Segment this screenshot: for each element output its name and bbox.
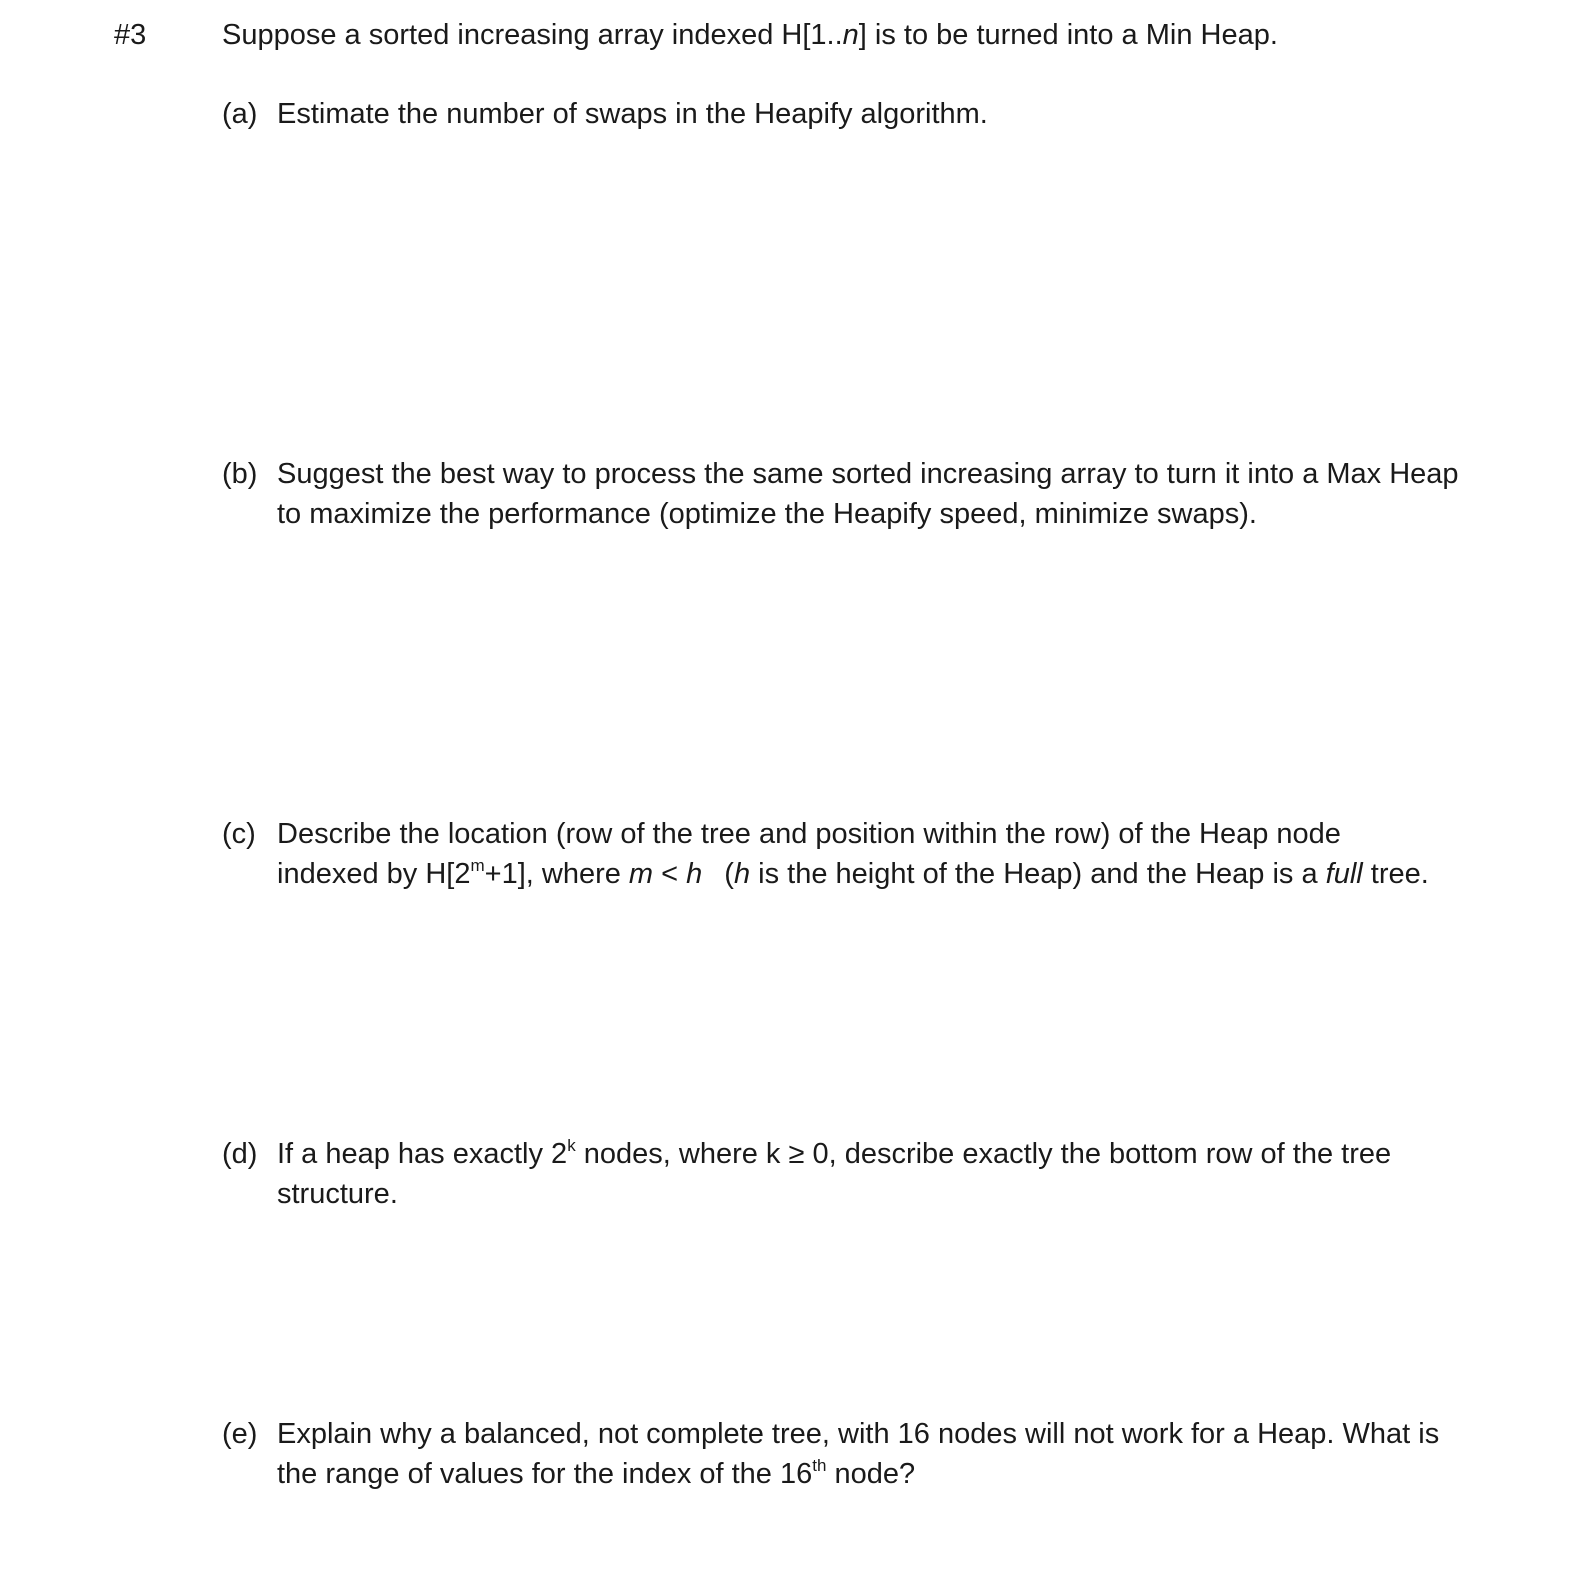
part-c-line-2	[277, 854, 1522, 894]
part-c-var-m: m	[628, 858, 654, 890]
question-number: #3	[114, 19, 147, 51]
part-e-ordinal-th: th	[812, 1456, 827, 1475]
part-c-label: (c)	[222, 818, 256, 850]
stem-text-end: ] is to be turned into a Min Heap.	[858, 19, 1278, 51]
part-c-var-h: h	[686, 858, 703, 890]
part-d-text-heap: If a heap has exactly 2	[277, 1138, 568, 1170]
part-c-text-tree: tree.	[1362, 858, 1429, 890]
part-c	[222, 814, 1522, 894]
part-c-text-height: is the height of the Heap) and the Heap is a	[750, 858, 1326, 890]
part-c-paren-open: (	[724, 858, 734, 890]
part-c-exponent-m: m	[470, 856, 485, 875]
part-a	[222, 94, 1522, 134]
part-d-label: (d)	[222, 1138, 258, 1170]
part-d-line-1	[277, 1134, 1522, 1174]
part-c-text-where: +1], where	[484, 858, 629, 890]
part-c-less-than: <	[653, 858, 687, 890]
part-e-line-2	[277, 1454, 1522, 1494]
part-e-text-node: node?	[826, 1458, 916, 1490]
part-b-line-2: to maximize the performance (optimize the Heapify speed, minimize swaps).	[277, 498, 1257, 530]
question-stem	[222, 15, 1278, 55]
part-e-line-1: Explain why a balanced, not complete tree, with 16 nodes will not work for a Heap. What is	[277, 1418, 1440, 1450]
stem-text-start: Suppose a sorted increasing array indexed H[1..	[222, 19, 843, 51]
part-d-exponent-k: k	[567, 1136, 576, 1155]
part-d	[222, 1134, 1522, 1214]
part-a-text: Estimate the number of swaps in the Heapify algorithm.	[277, 98, 988, 130]
part-e-text-range: the range of values for the index of the 16	[277, 1458, 813, 1490]
part-e	[222, 1414, 1522, 1494]
part-b	[222, 454, 1522, 534]
part-a-label: (a)	[222, 98, 258, 130]
part-c-text-indexed: indexed by H[2	[277, 858, 471, 890]
part-b-label: (b)	[222, 458, 258, 490]
part-c-word-full: full	[1325, 858, 1363, 890]
part-b-line-1: Suggest the best way to process the same sorted increasing array to turn it into a Max Heap	[277, 458, 1459, 490]
part-d-line-2: structure.	[277, 1178, 398, 1210]
part-d-text-nodes: nodes, where k ≥ 0, describe exactly the bottom row of the tree	[575, 1138, 1392, 1170]
part-e-label: (e)	[222, 1418, 258, 1450]
part-c-var-h-2: h	[733, 858, 751, 890]
part-c-line-1: Describe the location (row of the tree and position within the row) of the Heap node	[277, 818, 1341, 850]
stem-variable-n: n	[842, 19, 859, 51]
